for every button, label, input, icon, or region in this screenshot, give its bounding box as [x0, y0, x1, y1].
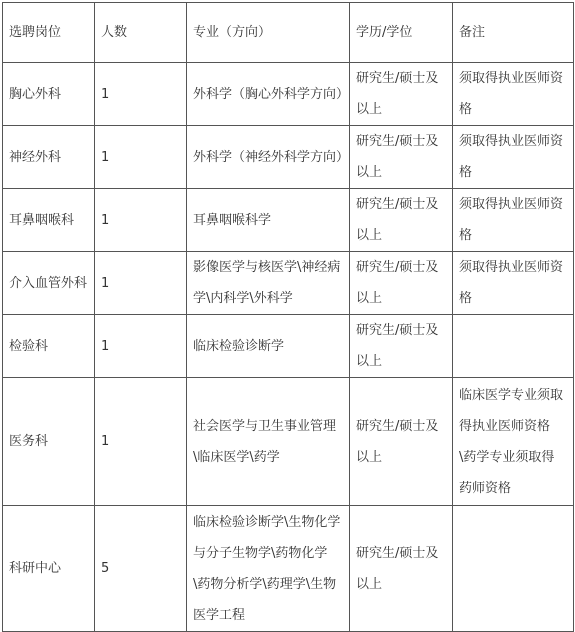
header-degree: 学历/学位: [350, 3, 453, 63]
position-cell: 科研中心: [3, 506, 95, 632]
table-row: [3, 378, 574, 506]
recruitment-table: [2, 2, 574, 632]
position-cell: 神经外科: [3, 126, 95, 189]
degree-cell: 研究生/硕士及以上: [350, 63, 453, 126]
header-major: 专业（方向）: [187, 3, 350, 63]
position-cell: 检验科: [3, 315, 95, 378]
count-cell: 1: [95, 315, 187, 378]
count-cell: 5: [95, 506, 187, 632]
major-cell: 临床检验诊断学\生物化学与分子生物学\药物化学\药物分析学\药理学\生物医学工程: [187, 506, 350, 632]
position-cell: 胸心外科: [3, 63, 95, 126]
degree-cell: 研究生/硕士及以上: [350, 315, 453, 378]
count-cell: 1: [95, 63, 187, 126]
note-cell: 须取得执业医师资格: [453, 189, 574, 252]
major-cell: 社会医学与卫生事业管理\临床医学\药学: [187, 378, 350, 506]
note-cell: [453, 315, 574, 378]
count-cell: 1: [95, 126, 187, 189]
note-cell: [453, 506, 574, 632]
count-cell: 1: [95, 252, 187, 315]
header-count: 人数: [95, 3, 187, 63]
degree-cell: 研究生/硕士及以上: [350, 378, 453, 506]
count-cell: 1: [95, 189, 187, 252]
degree-cell: 研究生/硕士及以上: [350, 189, 453, 252]
position-cell: 耳鼻咽喉科: [3, 189, 95, 252]
table-row: [3, 315, 574, 378]
major-cell: 外科学（神经外科学方向）: [187, 126, 350, 189]
position-cell: 介入血管外科: [3, 252, 95, 315]
major-cell: 临床检验诊断学: [187, 315, 350, 378]
header-note: 备注: [453, 3, 574, 63]
major-cell: 影像医学与核医学\神经病学\内科学\外科学: [187, 252, 350, 315]
degree-cell: 研究生/硕士及以上: [350, 126, 453, 189]
header-position: 选聘岗位: [3, 3, 95, 63]
note-cell: 须取得执业医师资格: [453, 252, 574, 315]
table-row: [3, 189, 574, 252]
table-row: [3, 63, 574, 126]
position-cell: 医务科: [3, 378, 95, 506]
major-cell: 外科学（胸心外科学方向）: [187, 63, 350, 126]
count-cell: 1: [95, 378, 187, 506]
major-cell: 耳鼻咽喉科学: [187, 189, 350, 252]
note-cell: 临床医学专业须取得执业医师资格\药学专业须取得药师资格: [453, 378, 574, 506]
degree-cell: 研究生/硕士及以上: [350, 252, 453, 315]
table-row: [3, 126, 574, 189]
note-cell: 须取得执业医师资格: [453, 126, 574, 189]
table-row: [3, 252, 574, 315]
note-cell: 须取得执业医师资格: [453, 63, 574, 126]
table-header-row: [3, 3, 574, 63]
table-row: [3, 506, 574, 632]
degree-cell: 研究生/硕士及以上: [350, 506, 453, 632]
